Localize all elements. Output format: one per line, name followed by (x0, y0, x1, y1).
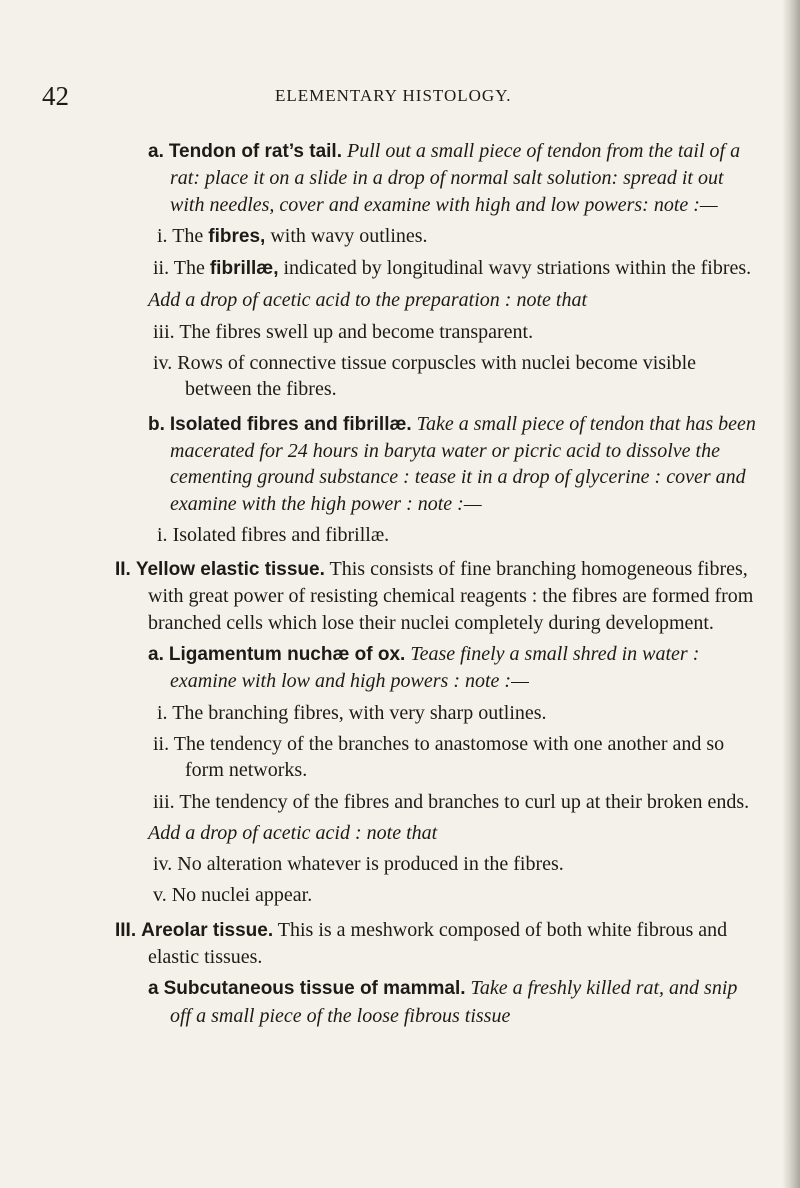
text: with wavy outlines. (265, 224, 428, 247)
marker: II. (115, 559, 131, 581)
section-b-isolated (0, 411, 800, 517)
observation-ii (0, 731, 800, 784)
marker: a. (148, 141, 164, 162)
marker: v. (153, 884, 167, 907)
section-a-tendon (0, 138, 800, 218)
marker: b. (148, 413, 165, 435)
section-title: Ligamentum nuchæ of ox. (168, 644, 406, 666)
page-body (0, 138, 800, 1029)
instructions: Take a freshly killed rat, and snip off a small piece of the loose fibrous tissue (170, 977, 738, 1027)
marker: ii. (153, 257, 170, 280)
observation-v (0, 882, 800, 908)
text: The tendency of the branches to anastomose with one another and so form networks. (173, 732, 725, 782)
text: This is a meshwork composed of both white fibrous and elastic tissues. (148, 918, 728, 969)
text: No alteration whatever is produced in the fibres. (177, 853, 564, 876)
term: fibres, (208, 225, 266, 247)
text: Rows of connective tissue corpuscles with nuclei become visible between the fibres. (177, 352, 697, 401)
marker: iii. (153, 320, 175, 343)
text-pre: The (172, 224, 209, 247)
marker: i. (157, 523, 168, 546)
marker: i. (157, 701, 168, 724)
section-title: Areolar tissue. (141, 919, 274, 941)
section-title: Tendon of rat’s tail. (168, 141, 342, 162)
term: fibrillæ, (209, 258, 279, 280)
instructions: Take a small piece of tendon that has been macerated for 24 hours in baryta water or picric acid to dissolve the cementing ground substance : tease it in a drop of glycerine : cover and examine with the high power : note :— (170, 412, 756, 515)
observation-iv (0, 350, 800, 403)
section-II-yellow-elastic (0, 556, 800, 636)
marker: III. (115, 919, 137, 941)
observation-i (0, 223, 800, 250)
section-III-a-subcutaneous (0, 975, 800, 1029)
marker: iv. (153, 352, 173, 375)
section-title: Yellow elastic tissue. (135, 559, 325, 581)
observation-i (0, 522, 800, 548)
marker: i. (157, 224, 168, 247)
section-title: Isolated fibres and fibrillæ. (169, 413, 412, 435)
instructions: Pull out a small piece of tendon from the tail of a rat: place it on a slide in a drop of normal salt solution: spread it out with needles, cover and examine with high and low powers: note :— (170, 140, 741, 216)
observation-iv (0, 851, 800, 877)
observation-iii (0, 789, 800, 815)
text: indicated by longitudinal wavy striations within the fibres. (278, 257, 752, 280)
running-head: ELEMENTARY HISTOLOGY. (275, 86, 512, 105)
text: The branching fibres, with very sharp outlines. (172, 701, 547, 724)
marker: iv. (153, 853, 173, 876)
text: The fibres swell up and become transparent. (179, 320, 534, 343)
text: This consists of fine branching homogeneous fibres, with great power of resisting chemical reagents : the fibres are formed from branched cells which lose their nuclei completely during development. (148, 558, 754, 634)
section-title: Subcutaneous tissue of mammal. (163, 978, 466, 1000)
add-acetic-acid: Add a drop of acetic acid : note that (148, 821, 438, 844)
text: Isolated fibres and fibrillæ. (172, 523, 390, 546)
observation-i (0, 700, 800, 726)
text-pre: The (173, 257, 210, 280)
section-II-a-ligamentum (0, 641, 800, 695)
page-number: 42 (42, 81, 69, 111)
instructions: Tease finely a small shred in water : examine with low and high powers : note :— (170, 643, 700, 693)
marker: a. (148, 644, 164, 666)
text: No nuclei appear. (171, 884, 313, 907)
marker: a (148, 978, 159, 1000)
text: The tendency of the fibres and branches to curl up at their broken ends. (179, 790, 750, 813)
add-acetic-acid: Add a drop of acetic acid to the preparation : note that (148, 289, 588, 312)
page-header (42, 78, 762, 114)
observation-ii (0, 255, 800, 282)
observation-iii (0, 319, 800, 345)
marker: iii. (153, 790, 175, 813)
marker: ii. (153, 732, 170, 755)
section-III-areolar (0, 917, 800, 971)
